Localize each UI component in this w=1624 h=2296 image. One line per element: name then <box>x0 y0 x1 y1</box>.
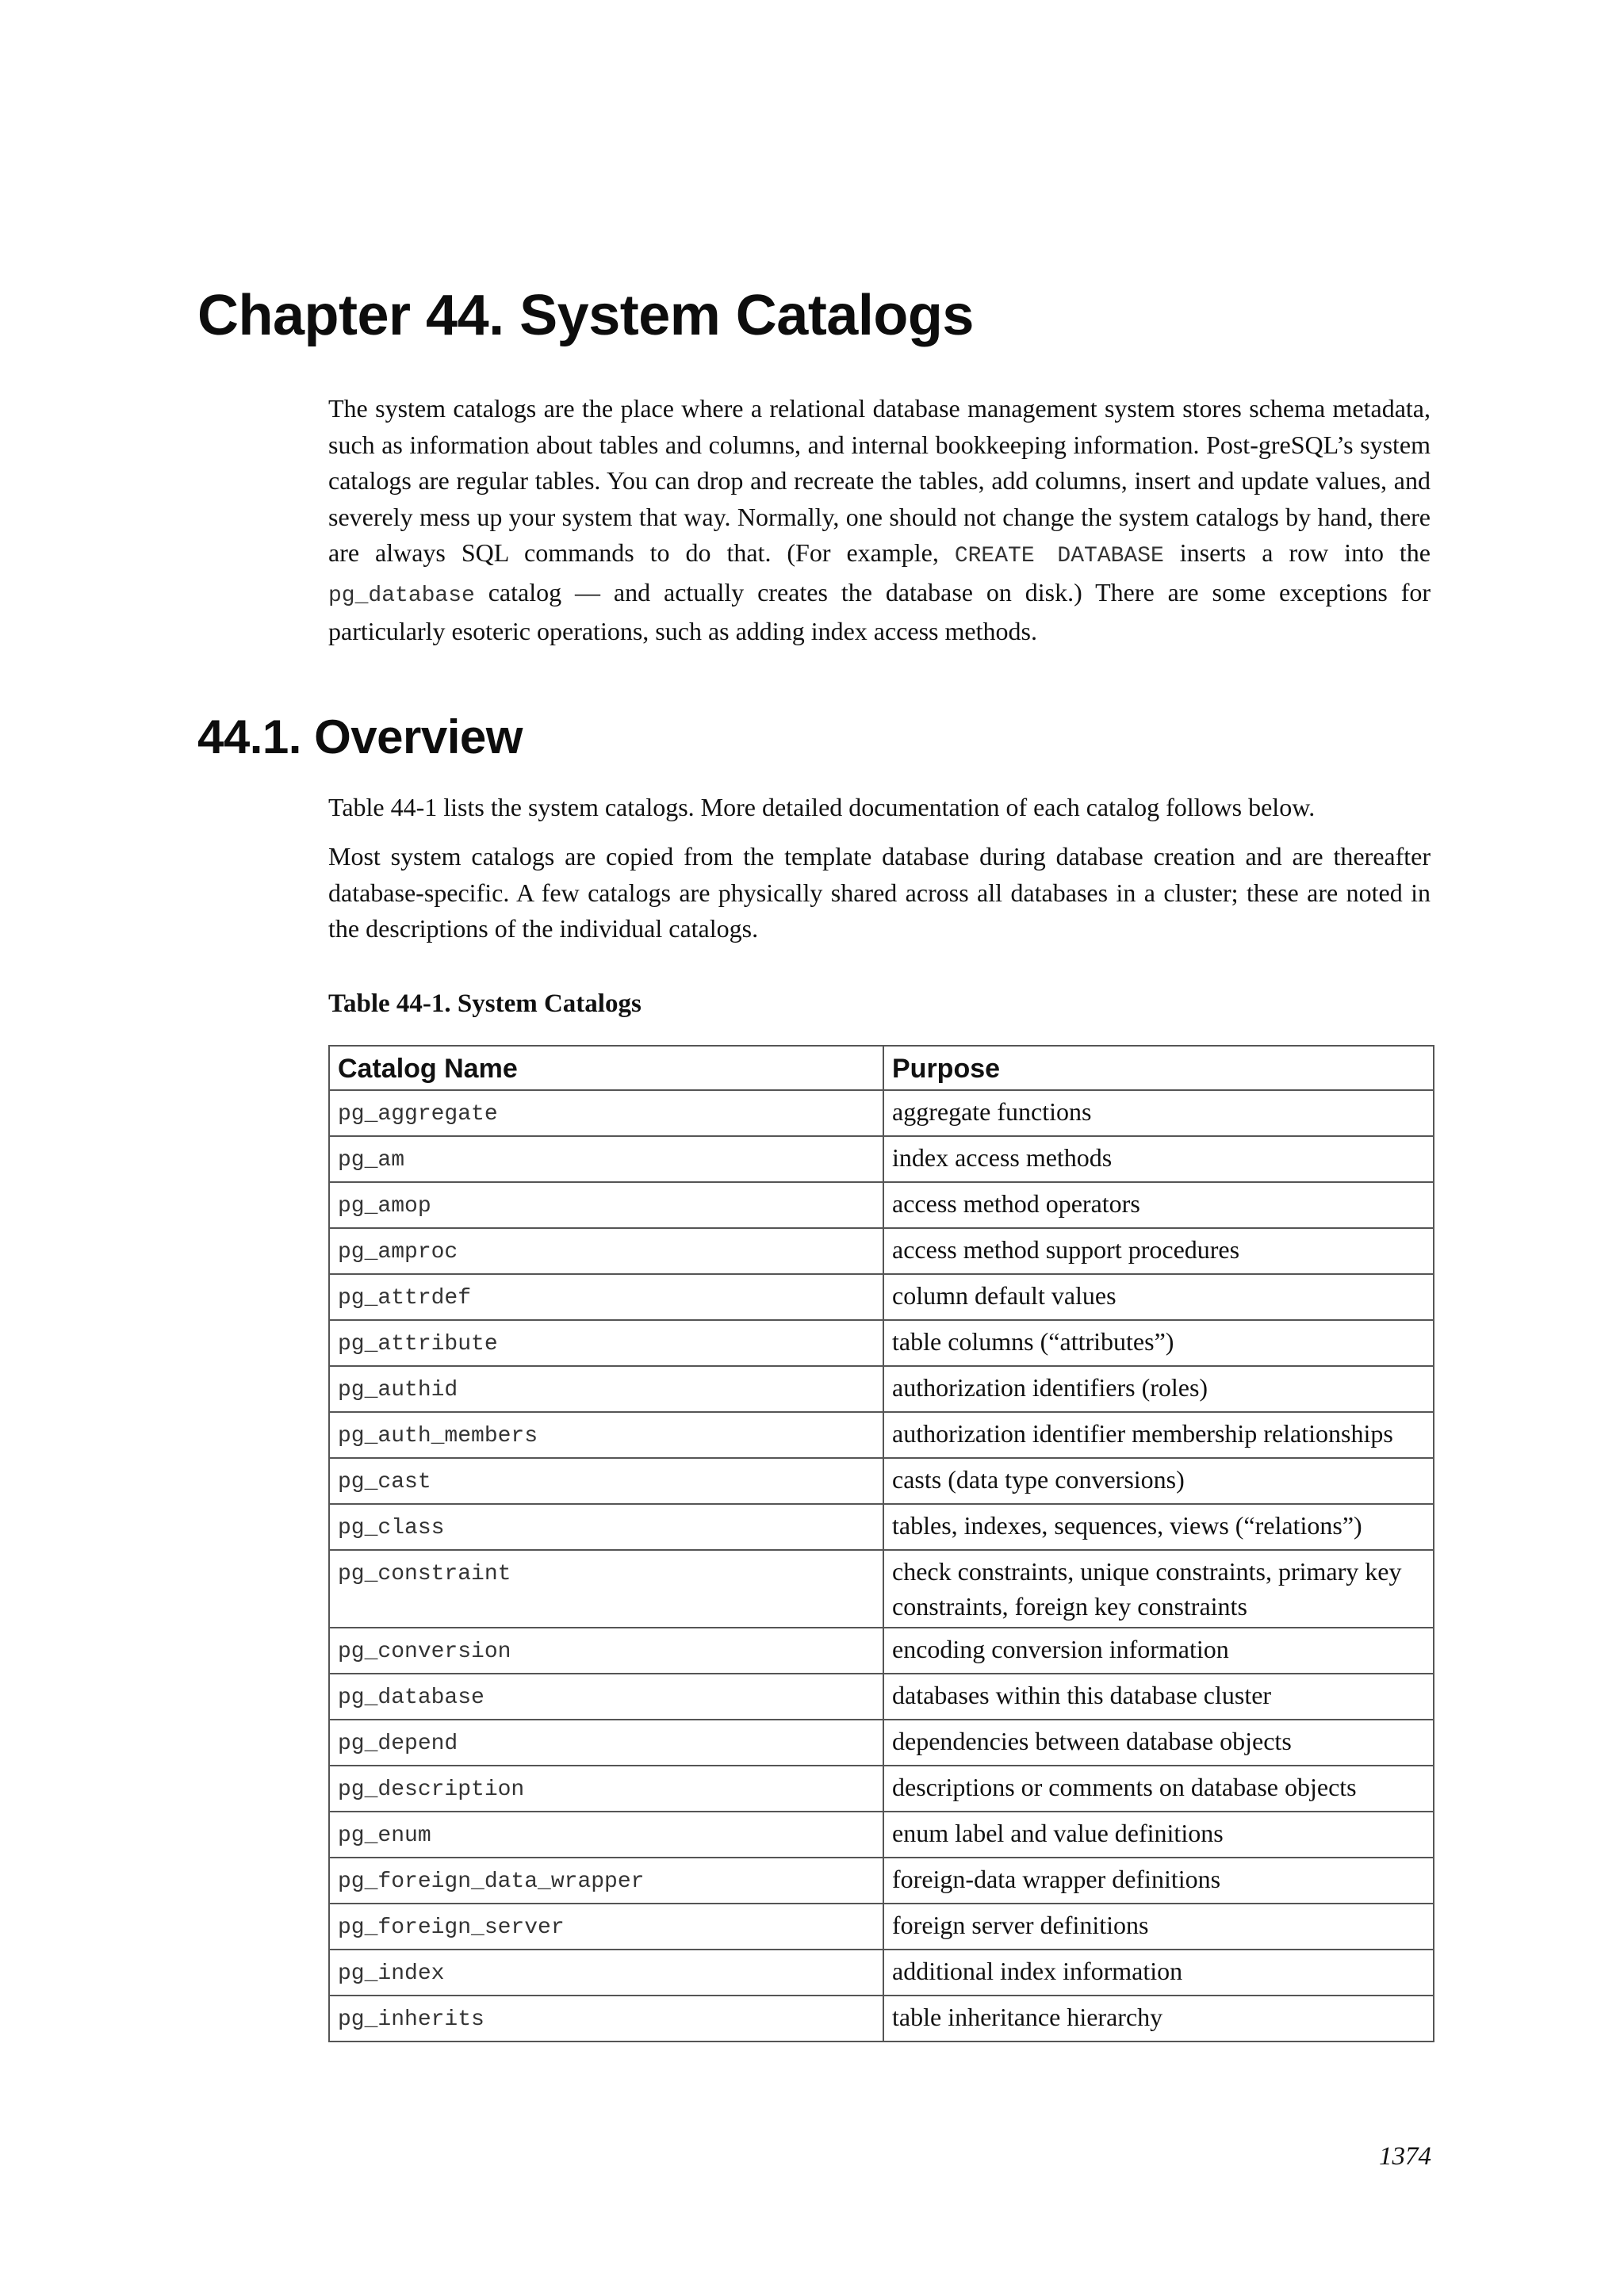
intro-text-1: The system catalogs are the place where a relational database management system stores schema metadata, such as information about tables and columns, and internal bookkeeping information. Post-greSQL’s system catalogs are regular tables. You can drop and recreate the tables, add columns, insert and update values, and severely mess up your system that way. Normally, one should not change the system catalogs by hand, there are always SQL commands to do that. (For example, <box>328 394 1431 567</box>
table-row <box>329 1320 1434 1366</box>
catalog-name-cell: pg_auth_members <box>329 1412 883 1458</box>
catalog-purpose-cell: foreign-data wrapper definitions <box>883 1858 1434 1904</box>
table-row <box>329 1458 1434 1504</box>
catalog-name-cell: pg_authid <box>329 1366 883 1412</box>
catalog-purpose-cell: foreign server definitions <box>883 1904 1434 1950</box>
table-body <box>329 1090 1434 2042</box>
catalog-purpose-cell: access method support procedures <box>883 1228 1434 1274</box>
catalog-name-cell: pg_amproc <box>329 1228 883 1274</box>
catalog-purpose-cell: authorization identifier membership relationships <box>883 1412 1434 1458</box>
catalog-name-cell: pg_class <box>329 1504 883 1550</box>
table-row <box>329 1366 1434 1412</box>
table-row <box>329 1674 1434 1720</box>
table-row <box>329 1720 1434 1766</box>
table-row <box>329 1628 1434 1674</box>
section-title: 44.1. Overview <box>197 710 523 763</box>
catalog-name-cell: pg_am <box>329 1136 883 1182</box>
table-row <box>329 1412 1434 1458</box>
intro-code-create-database: CREATE DATABASE <box>954 544 1164 568</box>
catalog-purpose-cell: column default values <box>883 1274 1434 1320</box>
table-row <box>329 1228 1434 1274</box>
catalog-name-cell: pg_aggregate <box>329 1090 883 1136</box>
catalog-purpose-cell: table inheritance hierarchy <box>883 1996 1434 2042</box>
chapter-title: Chapter 44. System Catalogs <box>197 284 974 347</box>
table-row <box>329 1996 1434 2042</box>
catalog-name-cell: pg_amop <box>329 1182 883 1228</box>
catalog-name-cell: pg_enum <box>329 1812 883 1858</box>
catalog-name-cell: pg_index <box>329 1950 883 1996</box>
catalog-purpose-cell: table columns (“attributes”) <box>883 1320 1434 1366</box>
catalog-purpose-cell: index access methods <box>883 1136 1434 1182</box>
intro-paragraph <box>328 391 1431 650</box>
table-row <box>329 1090 1434 1136</box>
page-number: 1374 <box>1379 2142 1431 2171</box>
overview-paragraph-2: Most system catalogs are copied from the template database during database creation and are thereafter database-specific. A few catalogs are physically shared across all databases in a cluster; these are noted in the descriptions of the individual catalogs. <box>328 842 1431 943</box>
table-row <box>329 1858 1434 1904</box>
table-row <box>329 1550 1434 1628</box>
table-row <box>329 1812 1434 1858</box>
table-row <box>329 1182 1434 1228</box>
catalog-purpose-cell: enum label and value definitions <box>883 1812 1434 1858</box>
intro-code-pg-database: pg_database <box>328 583 475 608</box>
intro-text-3: catalog — and actually creates the database on disk.) There are some exceptions for particularly esoteric operations, such as adding index access methods. <box>328 577 1431 645</box>
catalog-purpose-cell: descriptions or comments on database objects <box>883 1766 1434 1812</box>
catalog-name-cell: pg_constraint <box>329 1550 883 1628</box>
column-header-purpose: Purpose <box>883 1046 1434 1090</box>
catalog-name-cell: pg_conversion <box>329 1628 883 1674</box>
catalog-name-cell: pg_attrdef <box>329 1274 883 1320</box>
catalog-purpose-cell: casts (data type conversions) <box>883 1458 1434 1504</box>
catalog-purpose-cell: access method operators <box>883 1182 1434 1228</box>
catalog-name-cell: pg_description <box>329 1766 883 1812</box>
catalog-name-cell: pg_depend <box>329 1720 883 1766</box>
catalog-purpose-cell: authorization identifiers (roles) <box>883 1366 1434 1412</box>
table-header-row <box>329 1046 1434 1090</box>
catalog-purpose-cell: additional index information <box>883 1950 1434 1996</box>
catalog-purpose-cell: aggregate functions <box>883 1090 1434 1136</box>
catalog-name-cell: pg_inherits <box>329 1996 883 2042</box>
catalog-purpose-cell: check constraints, unique constraints, primary key constraints, foreign key constraints <box>883 1550 1434 1628</box>
table-row <box>329 1274 1434 1320</box>
catalog-name-cell: pg_cast <box>329 1458 883 1504</box>
catalog-purpose-cell: encoding conversion information <box>883 1628 1434 1674</box>
table-row <box>329 1504 1434 1550</box>
table-row <box>329 1904 1434 1950</box>
catalog-purpose-cell: databases within this database cluster <box>883 1674 1434 1720</box>
column-header-catalog-name: Catalog Name <box>329 1046 883 1090</box>
table-row <box>329 1136 1434 1182</box>
catalog-name-cell: pg_foreign_data_wrapper <box>329 1858 883 1904</box>
catalog-name-cell: pg_attribute <box>329 1320 883 1366</box>
intro-text-2: inserts a row into the <box>1163 538 1431 567</box>
catalog-name-cell: pg_database <box>329 1674 883 1720</box>
catalog-purpose-cell: dependencies between database objects <box>883 1720 1434 1766</box>
table-row <box>329 1950 1434 1996</box>
catalog-name-cell: pg_foreign_server <box>329 1904 883 1950</box>
catalog-purpose-cell: tables, indexes, sequences, views (“relations”) <box>883 1504 1434 1550</box>
table-row <box>329 1766 1434 1812</box>
overview-paragraph-1: Table 44-1 lists the system catalogs. More detailed documentation of each catalog follows below. <box>328 793 1316 821</box>
table-caption: Table 44-1. System Catalogs <box>328 989 642 1018</box>
system-catalogs-table <box>328 1045 1434 2042</box>
